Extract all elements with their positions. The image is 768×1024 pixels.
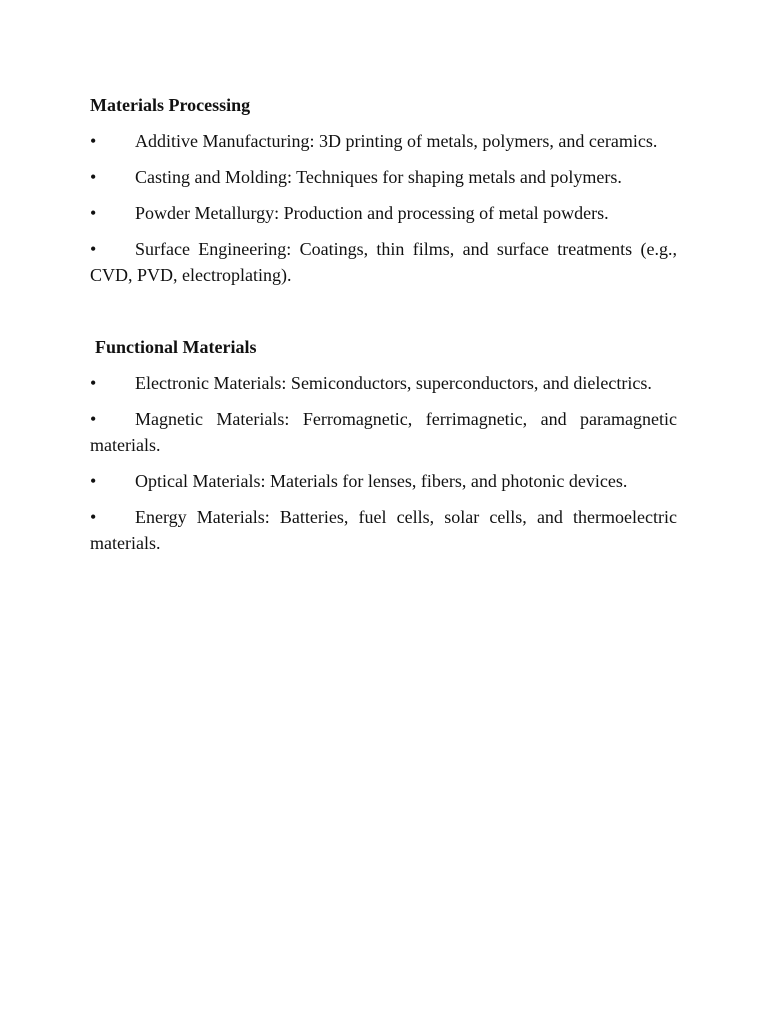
bullet-icon: • [90, 471, 97, 491]
bullet-icon: • [90, 131, 97, 151]
bullet-icon: • [90, 409, 97, 429]
list-item-text: Magnetic Materials: Ferromagnetic, ferrimagnetic, and paramagnetic materials. [90, 409, 677, 455]
bullet-icon: • [90, 507, 97, 527]
section-heading: Functional Materials [95, 337, 257, 357]
list-item-text: Energy Materials: Batteries, fuel cells, solar cells, and thermoelectric materials. [90, 507, 677, 553]
bullet-icon: • [90, 167, 97, 187]
bullet-icon: • [90, 203, 97, 223]
list-item [90, 468, 677, 494]
list-item [90, 504, 677, 556]
list-item-text: Electronic Materials: Semiconductors, superconductors, and dielectrics. [135, 373, 652, 393]
section-heading: Materials Processing [90, 95, 251, 115]
bullet-list [90, 128, 677, 288]
list-item [90, 128, 677, 154]
document-page [90, 93, 677, 566]
list-item [90, 236, 677, 288]
list-item-text: Optical Materials: Materials for lenses, fibers, and photonic devices. [135, 471, 628, 491]
bullet-icon: • [90, 239, 97, 259]
list-item [90, 200, 677, 226]
list-item [90, 164, 677, 190]
list-item-text: Casting and Molding: Techniques for shaping metals and polymers. [135, 167, 622, 187]
list-item [90, 406, 677, 458]
list-item-text: Additive Manufacturing: 3D printing of metals, polymers, and ceramics. [135, 131, 658, 151]
list-item-text: Powder Metallurgy: Production and processing of metal powders. [135, 203, 609, 223]
list-item [90, 370, 677, 396]
section-materials-processing [90, 93, 677, 288]
list-item-text: Surface Engineering: Coatings, thin films, and surface treatments (e.g., CVD, PVD, electroplating). [90, 239, 677, 285]
section-functional-materials [90, 335, 677, 556]
bullet-icon: • [90, 373, 97, 393]
bullet-list [90, 370, 677, 556]
